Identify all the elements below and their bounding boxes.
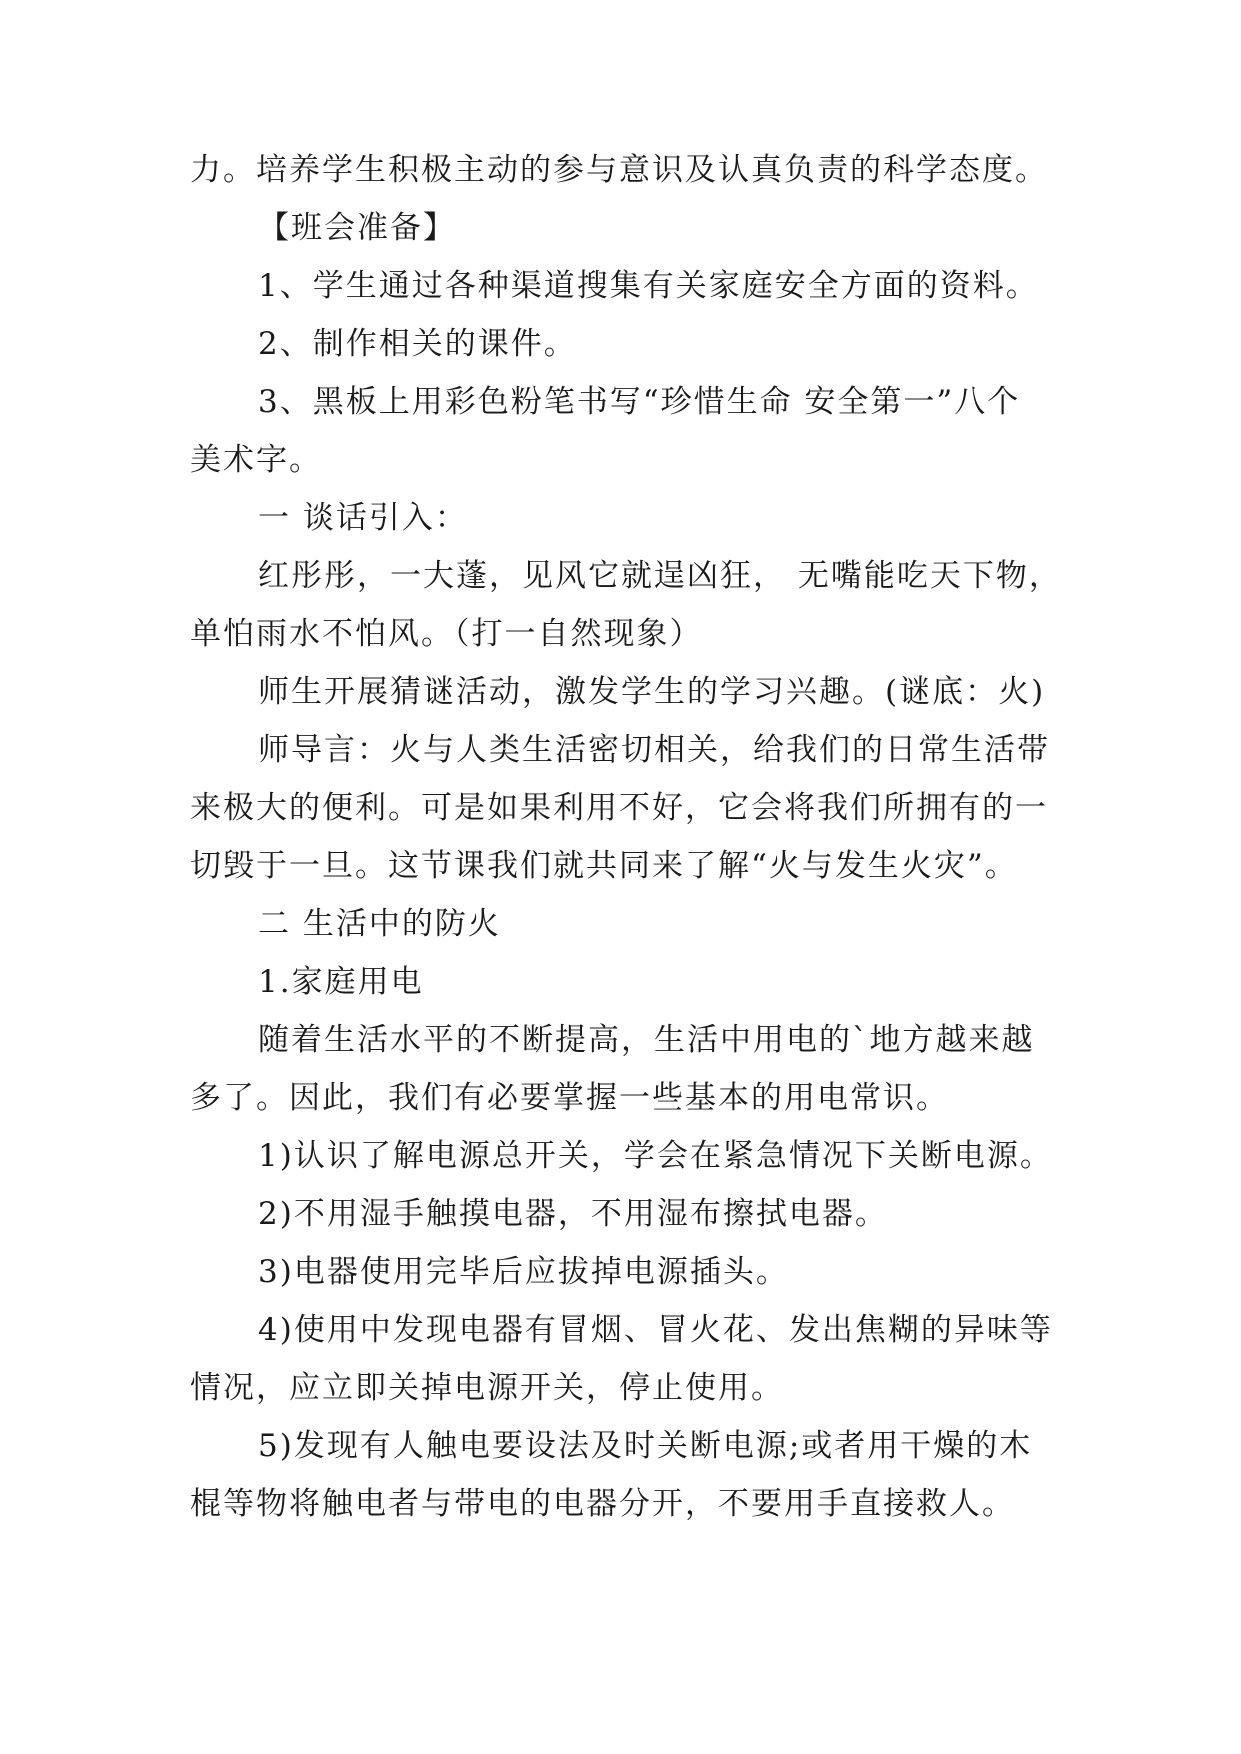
paragraph-line: 师导言：火与人类生活密切相关，给我们的日常生活带 xyxy=(258,732,1050,768)
list-item: 1、学生通过各种渠道搜集有关家庭安全方面的资料。 xyxy=(258,268,1039,304)
paragraph-line: 美术字。 xyxy=(190,442,322,478)
list-item: 1)认识了解电源总开关，学会在紧急情况下关断电源。 xyxy=(258,1138,1053,1174)
section-heading: 【班会准备】 xyxy=(258,210,456,246)
paragraph-line: 棍等物将触电者与带电的电器分开，不要用手直接救人。 xyxy=(190,1486,1015,1522)
paragraph-line: 红彤彤，一大蓬，见风它就逞凶狂， 无嘴能吃天下物， xyxy=(258,558,1062,594)
list-item: 2、制作相关的课件。 xyxy=(258,326,577,362)
list-item: 3)电器使用完毕后应拔掉电源插头。 xyxy=(258,1254,789,1290)
section-heading: 一 谈话引入： xyxy=(258,500,468,536)
list-item: 4)使用中发现电器有冒烟、冒火花、发出焦糊的异味等 xyxy=(258,1312,1053,1348)
list-item: 3、黑板上用彩色粉笔书写“珍惜生命 安全第一”八个 xyxy=(258,384,1021,420)
paragraph-line: 情况，应立即关掉电源开关，停止使用。 xyxy=(190,1370,784,1406)
paragraph-line: 随着生活水平的不断提高，生活中用电的`地方越来越 xyxy=(258,1022,1035,1058)
paragraph-line: 力。培养学生积极主动的参与意识及认真负责的科学态度。 xyxy=(190,152,1048,188)
paragraph-line: 切毁于一旦。这节课我们就共同来了解“火与发生火灾”。 xyxy=(190,848,1018,884)
section-heading: 二 生活中的防火 xyxy=(258,906,501,942)
paragraph-line: 来极大的便利。可是如果利用不好，它会将我们所拥有的一 xyxy=(190,790,1048,826)
list-item: 2)不用湿手触摸电器，不用湿布擦拭电器。 xyxy=(258,1196,888,1232)
paragraph-line: 多了。因此，我们有必要掌握一些基本的用电常识。 xyxy=(190,1080,949,1116)
paragraph-line: 师生开展猜谜活动，激发学生的学习兴趣。(谜底：火) xyxy=(258,674,1046,710)
paragraph-line: 单怕雨水不怕风。（打一自然现象） xyxy=(190,616,703,652)
subsection-heading: 1.家庭用电 xyxy=(258,964,424,1000)
list-item: 5)发现有人触电要设法及时关断电源;或者用干燥的木 xyxy=(258,1428,1033,1464)
